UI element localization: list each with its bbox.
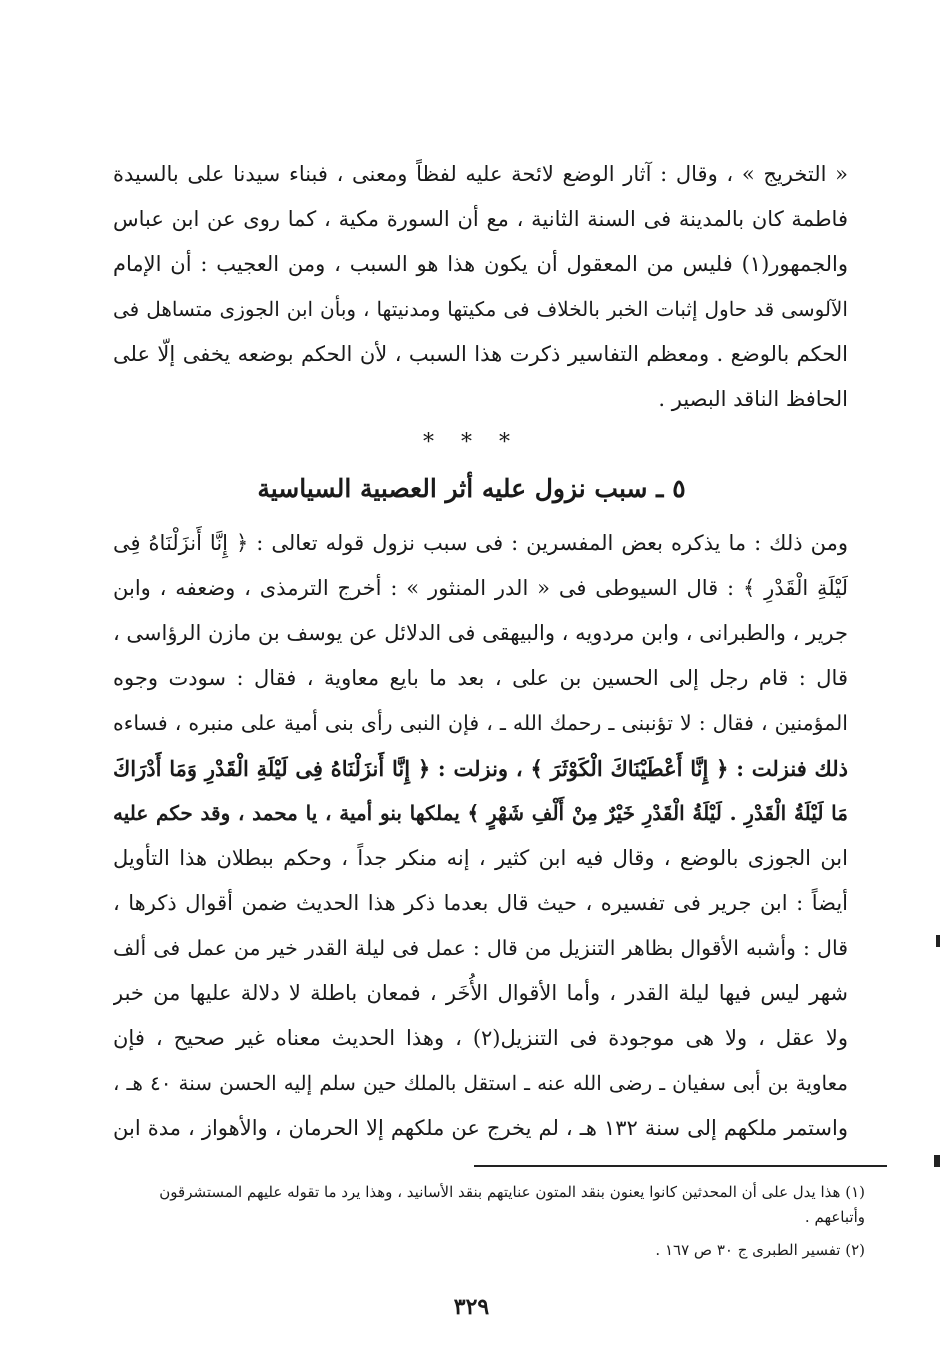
text-line: الحكم بالوضع . ومعظم التفاسير ذكرت هذا السبب ، لأن الحكم بوضعه يخفى إلّا على [113, 342, 848, 366]
paragraph-opening [113, 152, 848, 422]
footnote-divider [474, 1165, 887, 1167]
paragraph-main [113, 521, 848, 1151]
text-line: ذلك فنزلت : ﴿ إِنَّا أَعْطَيْنَاكَ الْكَوْثَرَ ﴾ ، ونزلت : ﴿ إِنَّا أَنزَلْنَاهُ فِى لَيْلَةِ الْقَدْرِ وَمَا أَدْرَاكَ [113, 756, 848, 781]
text-line: معاوية بن أبى سفيان ـ رضى الله عنه ـ استقل بالملك حين سلم إليه الحسن سنة ٤٠ هـ ، [113, 1071, 848, 1095]
text-line: المؤمنين ، فقال : لا تؤنبنى ـ رحمك الله ـ ، فإن النبى رأى بنى أمية على منبره ، فساءه [113, 711, 848, 735]
text-line: ومن ذلك : ما يذكره بعض المفسرين : فى سبب نزول قوله تعالى : ﴿ إِنَّا أَنزَلْنَاهُ فِى [113, 531, 848, 555]
section-heading: ٥ ـ سبب نزول عليه أثر العصبية السياسية [257, 474, 686, 503]
text-line: مَا لَيْلَةُ الْقَدْرِ . لَيْلَةُ الْقَدْرِ خَيْرٌ مِنْ أَلْفِ شَهْرٍ ﴾ يملكها بنو أمية ، يا محمد ، وقد حكم عليه [113, 801, 848, 825]
text-line: الحافظ الناقد البصير . [658, 387, 848, 411]
scan-edge-mark [934, 1155, 940, 1167]
text-line: قال : وأشبه الأقوال بظاهر التنزيل من قال : عمل فى ليلة القدر خير من عمل فى ألف [113, 936, 848, 960]
text-line: أيضاً : ابن جرير فى تفسيره ، حيث قال بعدما ذكر هذا الحديث ضمن أقوال ذكرها ، [113, 891, 848, 915]
footnote-1-continuation: وأتباعهم . [804, 1208, 865, 1226]
text-line: « التخريج » ، وقال : آثار الوضع لائحة عليه لفظاً ومعنى ، فبناء سيدنا على بالسيدة [113, 162, 848, 186]
text-line: لَيْلَةِ الْقَدْرِ ﴾ : قال السيوطى فى « الدر المنثور » : أخرج الترمذى ، وضعفه ، وابن [113, 576, 848, 600]
section-separator: * * * [423, 430, 520, 455]
text-line: قال : قام رجل إلى الحسين بن على ، بعد ما بايع معاوية ، فقال : سودت وجوه [113, 666, 848, 690]
text-line: ولا عقل ، ولا هى موجودة فى التنزيل(٢) ، وهذا الحديث معناه غير صحيح ، فإن [113, 1026, 848, 1050]
text-line: الآلوسى قد حاول إثبات الخبر بالخلاف فى مكيتها ومدنيتها ، وبأن ابن الجوزى متساهل فى [113, 297, 848, 321]
text-line: فاطمة كان بالمدينة فى السنة الثانية ، مع أن السورة مكية ، كما روى عن ابن عباس [113, 207, 848, 231]
footnote-1: (١) هذا يدل على أن المحدثين كانوا يعنون بنقد المتون عنايتهم بنقد الأسانيد ، وهذا يرد ما تقوله عليهم المستشرقون [159, 1183, 865, 1201]
text-line: والجمهور(١) فليس من المعقول أن يكون هذا هو السبب ، ومن العجيب : أن الإمام [113, 252, 848, 276]
text-line: واستمر ملكهم إلى سنة ١٣٢ هـ ، لم يخرج عن ملكهم إلا الحرمان ، والأهواز ، مدة ابن [113, 1116, 848, 1140]
text-line: شهر ليس فيها ليلة القدر ، وأما الأقوال الأُخَر ، فمعان باطلة لا دلالة عليها من خبر [113, 981, 848, 1005]
text-line: ابن الجوزى بالوضع ، وقال فيه ابن كثير ، إنه منكر جداً ، وحكم ببطلان هذا التأويل [113, 846, 848, 870]
text-line: جرير ، والطبرانى ، وابن مردويه ، والبيهقى فى الدلائل عن يوسف بن مازن الرؤاسى ، [113, 621, 848, 645]
scan-edge-mark [936, 935, 940, 947]
footnote-2: (٢) تفسير الطبرى ج ٣٠ ص ١٦٧ . [655, 1241, 865, 1259]
page-number: ٣٢٩ [453, 1294, 490, 1320]
footnotes [120, 1180, 865, 1263]
